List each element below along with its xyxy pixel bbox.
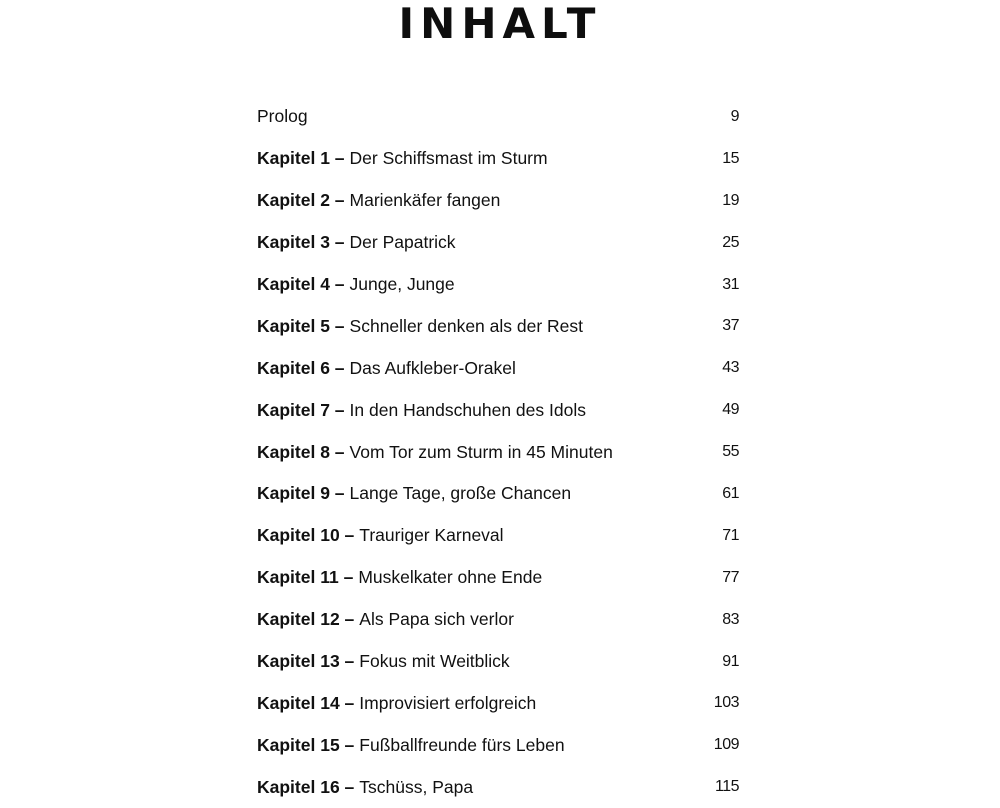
table-of-contents <box>257 96 739 808</box>
toc-entry-chapter-5[interactable] <box>257 305 739 347</box>
toc-entry-chapter-1[interactable] <box>257 138 739 180</box>
chapter-label: Kapitel 12 – <box>257 609 355 630</box>
toc-entry-chapter-14[interactable] <box>257 682 739 724</box>
chapter-label: Kapitel 11 – <box>257 567 354 588</box>
entry-title: Der Schiffsmast im Sturm <box>349 148 548 169</box>
chapter-label: Kapitel 5 – <box>257 315 345 336</box>
entry-title: Improvisiert erfolgreich <box>359 692 537 713</box>
chapter-label: Kapitel 14 – <box>257 692 355 713</box>
entry-title: Lange Tage, große Chancen <box>349 483 572 504</box>
toc-entry-chapter-4[interactable] <box>257 264 739 306</box>
chapter-label: Kapitel 9 – <box>257 483 345 504</box>
chapter-label: Kapitel 2 – <box>257 190 345 211</box>
chapter-label: Kapitel 16 – <box>257 776 355 797</box>
page-number: 25 <box>722 233 739 251</box>
entry-title: Fokus mit Weitblick <box>359 651 510 672</box>
toc-entry-chapter-10[interactable] <box>257 515 739 557</box>
entry-title: Schneller denken als der Rest <box>349 315 584 336</box>
chapter-label: Kapitel 4 – <box>257 274 345 294</box>
entry-title: Muskelkater ohne Ende <box>358 567 543 588</box>
entry-title: Junge, Junge <box>349 274 455 294</box>
chapter-label: Kapitel 7 – <box>257 399 345 420</box>
entry-title: Tschüss, Papa <box>359 776 474 797</box>
toc-entry-chapter-6[interactable] <box>257 347 739 389</box>
chapter-label: Kapitel 10 – <box>257 525 355 546</box>
entry-title: Prolog <box>257 106 308 127</box>
page-number: 71 <box>722 526 739 544</box>
page-number: 43 <box>722 359 739 377</box>
entry-title: Der Papatrick <box>349 232 456 253</box>
toc-entry-chapter-12[interactable] <box>257 599 739 641</box>
page-number: 15 <box>722 149 739 167</box>
toc-entry-chapter-9[interactable] <box>257 473 739 515</box>
entry-title: Marienkäfer fangen <box>349 190 501 211</box>
toc-entry-chapter-8[interactable] <box>257 431 739 473</box>
entry-title: Das Aufkleber-Orakel <box>349 357 516 378</box>
toc-entry-chapter-7[interactable] <box>257 389 739 431</box>
toc-entry-chapter-16[interactable] <box>257 766 739 808</box>
page-number: 31 <box>722 275 739 293</box>
entry-title: Trauriger Karneval <box>359 525 504 546</box>
page-number: 103 <box>713 694 739 712</box>
page-title: INHALT <box>398 0 602 48</box>
entry-title: Vom Tor zum Sturm in 45 Minuten <box>349 441 613 462</box>
chapter-label: Kapitel 8 – <box>257 441 345 462</box>
page-number: 83 <box>722 610 739 628</box>
page-number: 109 <box>713 736 739 754</box>
entry-title: Fußballfreunde fürs Leben <box>359 734 565 755</box>
entry-title: Als Papa sich verlor <box>359 609 514 630</box>
page-number: 77 <box>722 568 739 586</box>
chapter-label: Kapitel 1 – <box>257 148 345 169</box>
toc-entry-chapter-13[interactable] <box>257 641 739 683</box>
page-number: 49 <box>722 401 739 419</box>
page-number: 55 <box>722 443 739 461</box>
entry-title: In den Handschuhen des Idols <box>349 399 586 420</box>
chapter-label: Kapitel 15 – <box>257 734 355 755</box>
page-number: 61 <box>722 484 739 502</box>
chapter-label: Kapitel 6 – <box>257 357 345 378</box>
page-number: 19 <box>722 191 739 209</box>
page-number: 9 <box>730 107 739 125</box>
chapter-label: Kapitel 13 – <box>257 651 355 672</box>
toc-entry-prolog[interactable] <box>257 96 739 138</box>
toc-entry-chapter-2[interactable] <box>257 180 739 222</box>
page-number: 91 <box>722 652 739 670</box>
toc-entry-chapter-3[interactable] <box>257 222 739 264</box>
toc-entry-chapter-15[interactable] <box>257 724 739 766</box>
page-number: 37 <box>722 317 739 335</box>
toc-entry-chapter-11[interactable] <box>257 557 739 599</box>
chapter-label: Kapitel 3 – <box>257 232 345 253</box>
page-number: 115 <box>714 778 739 796</box>
